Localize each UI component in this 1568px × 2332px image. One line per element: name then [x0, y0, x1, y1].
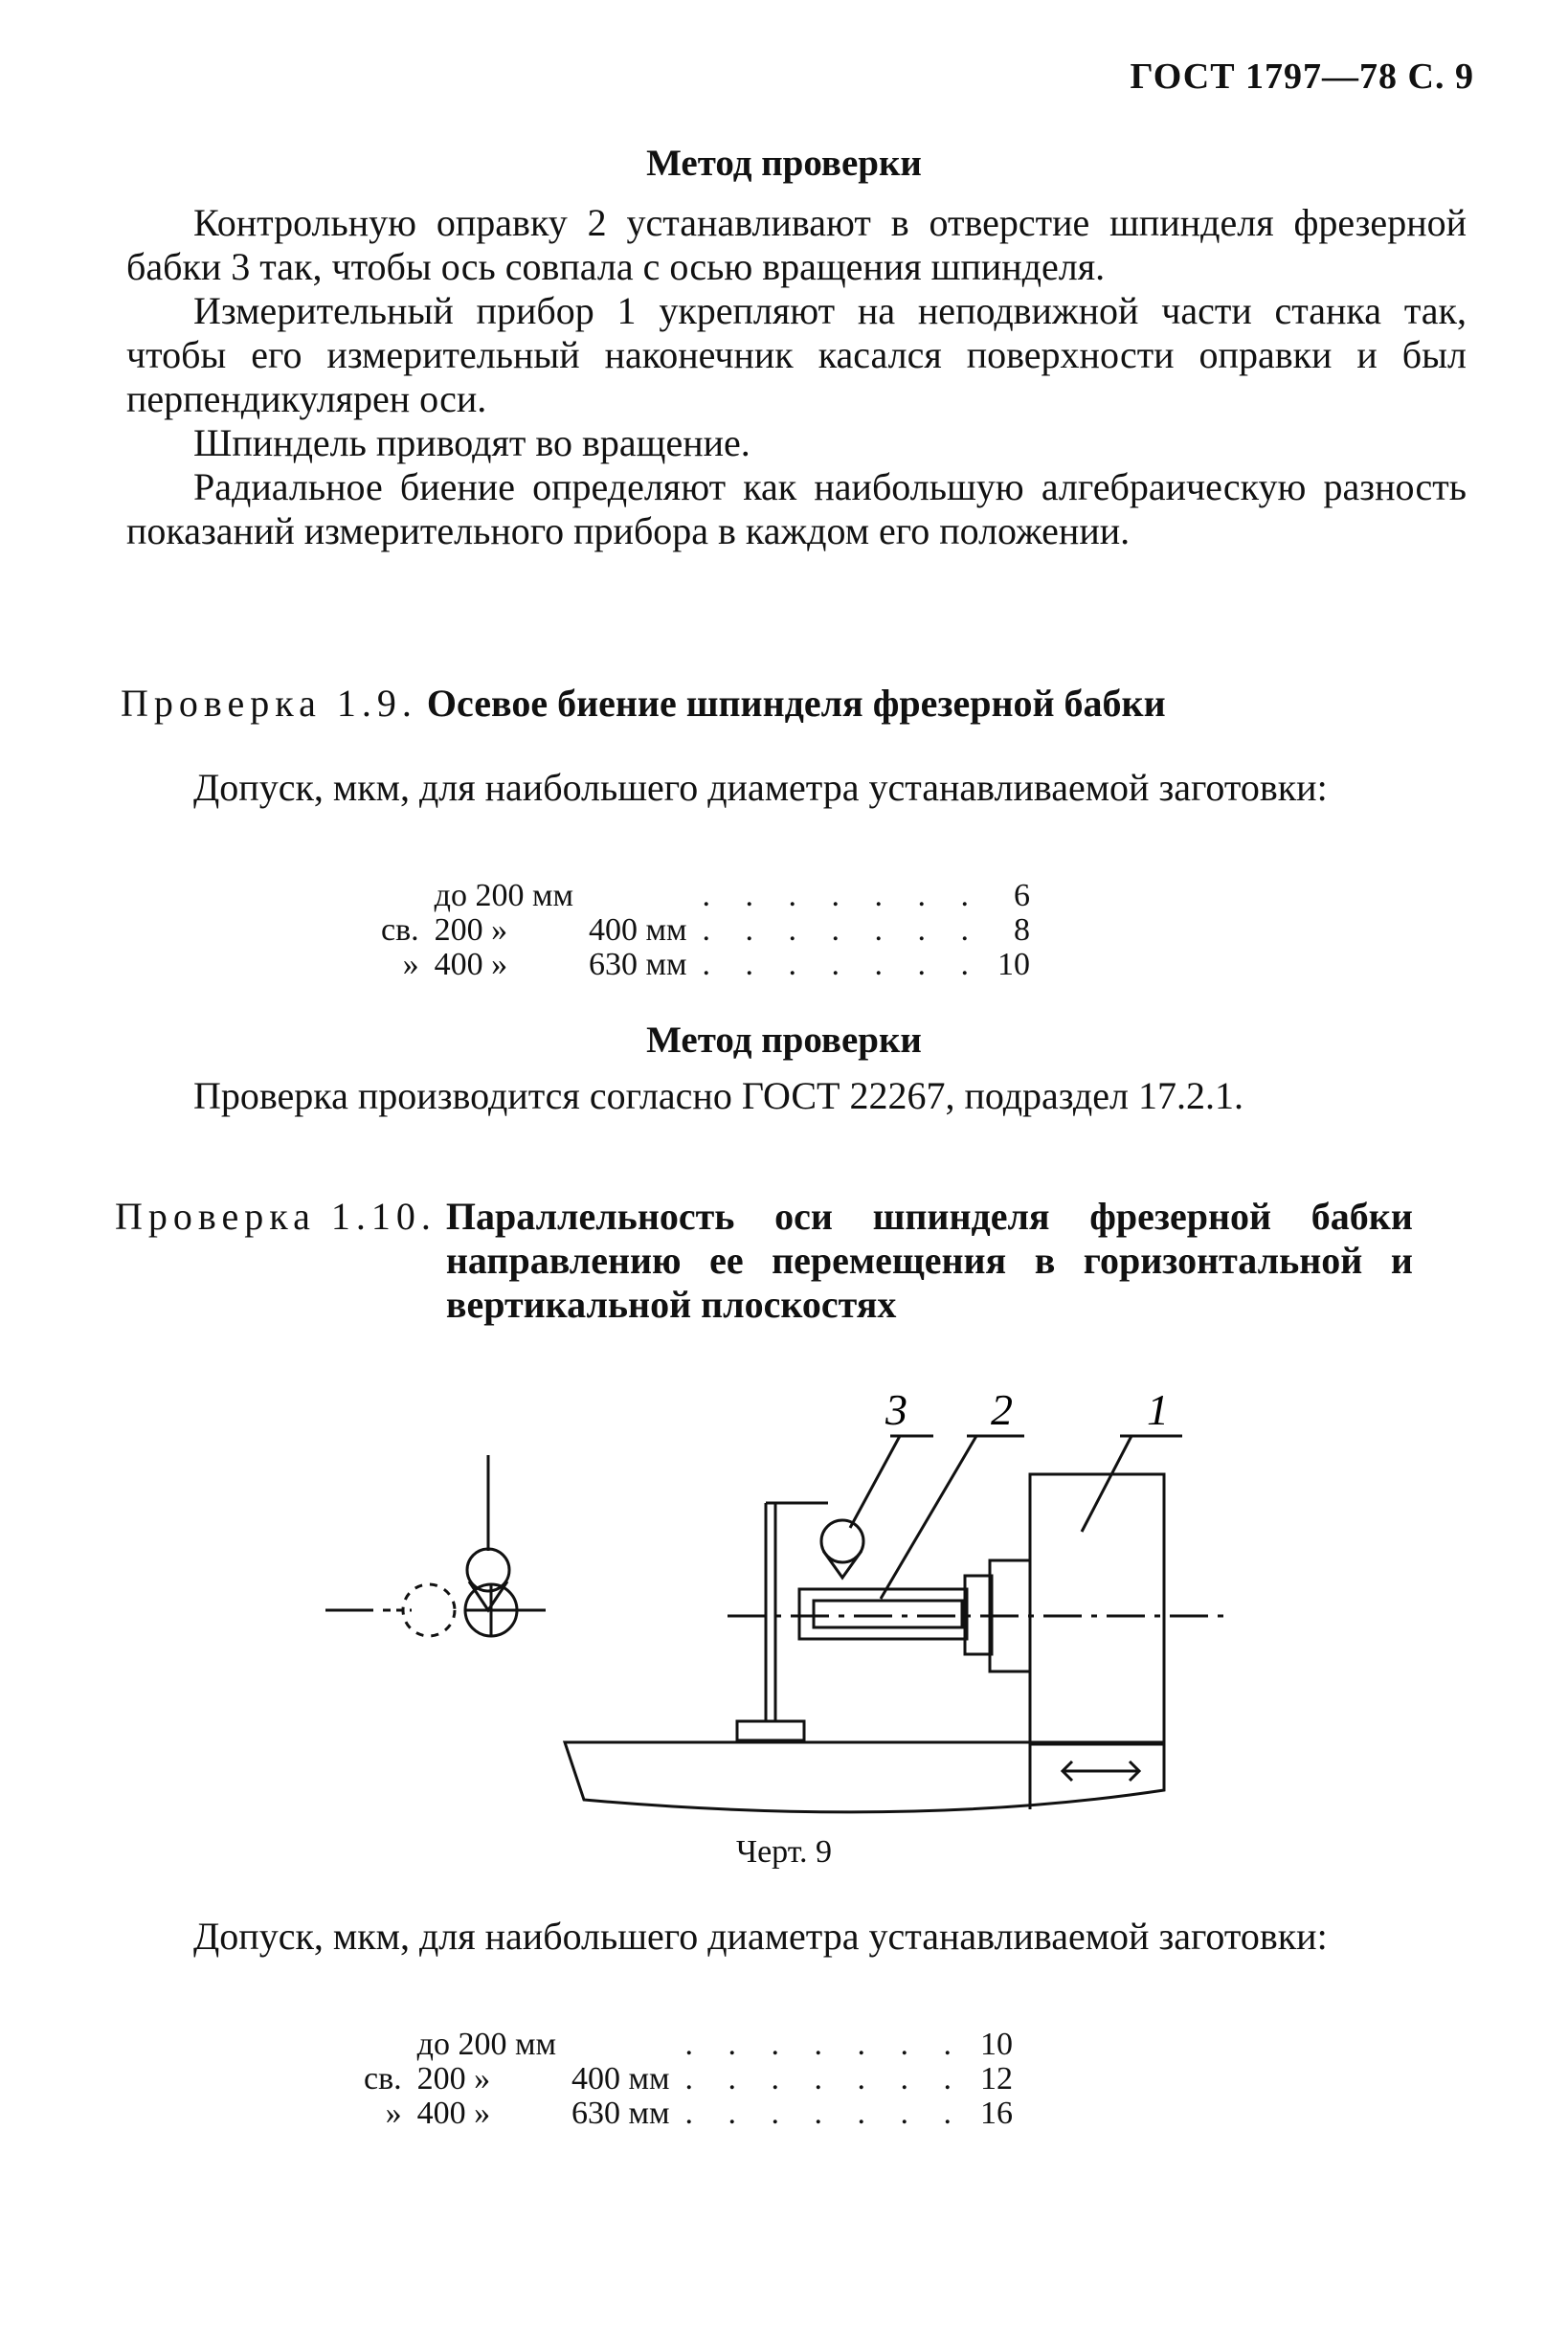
table-cell-to: 400 мм	[589, 912, 687, 948]
table-cell-prefix: св.	[381, 912, 419, 948]
method-heading: Метод проверки	[646, 1020, 922, 1061]
method-text	[126, 201, 1467, 553]
table-cell-from: до 200 мм	[434, 878, 573, 913]
paragraph: Измерительный прибор 1 укрепляют на неподвижной части станка так, чтобы его измерительный наконечник касался поверхности оправки и был перпендикулярен оси.	[126, 289, 1467, 420]
table-row	[356, 2028, 1020, 2062]
table-cell-prefix	[373, 879, 427, 913]
paragraph: Радиальное биение определяют как наибольшую алгебраическую разность показаний измерительного прибора в каждом его положении.	[126, 465, 1467, 552]
figure-9-drawing	[316, 1359, 1225, 1819]
paragraph: Шпиндель приводят во вращение.	[193, 421, 750, 464]
table-cell-value: 6	[1014, 878, 1031, 913]
table-cell-value: 16	[980, 2096, 1014, 2131]
table-cell-prefix: св.	[364, 2061, 402, 2097]
table-cell-dots: . . . . . . .	[684, 2061, 966, 2097]
table-cell-from: до 200 мм	[416, 2027, 556, 2062]
table-cell-value: 8	[1014, 912, 1031, 948]
table-cell-from: 400 »	[416, 2096, 491, 2131]
check-1-9-title	[121, 682, 1166, 726]
section-heading: Метод проверки	[646, 143, 922, 184]
page-header: ГОСТ 1797—78 С. 9	[1130, 56, 1474, 97]
paragraph: Проверка производится согласно ГОСТ 22267, подраздел 17.2.1.	[193, 1074, 1243, 1117]
table-cell-to	[581, 879, 695, 913]
check-1-10-title	[115, 1195, 1455, 1327]
paragraph: Допуск, мкм, для наибольшего диаметра устанавливаемой заготовки:	[193, 1915, 1328, 1958]
check-title: Осевое биение шпинделя фрезерной бабки	[426, 682, 1166, 725]
figure-label-2: 2	[991, 1385, 1013, 1434]
table-cell-value: 10	[997, 947, 1031, 982]
table-cell-dots: . . . . . . .	[684, 2096, 966, 2131]
table-cell-prefix	[356, 2028, 410, 2062]
table-row	[373, 948, 1038, 982]
check-title: Параллельность оси шпинделя фрезерной бабки направлению ее перемещения в горизонтальной и вертикальной плоскостях	[445, 1195, 1413, 1326]
table-cell-dots: . . . . . . .	[702, 947, 983, 982]
table-cell-prefix: »	[402, 947, 419, 982]
paragraph: Допуск, мкм, для наибольшего диаметра устанавливаемой заготовки:	[193, 766, 1328, 809]
table-cell-to: 630 мм	[571, 2096, 670, 2131]
table-row	[356, 2097, 1020, 2131]
table-cell-dots: . . . . . . .	[702, 878, 983, 913]
table-cell-to	[564, 2028, 678, 2062]
check-label: Проверка 1.10.	[115, 1195, 437, 1238]
tolerance-intro-2	[126, 1915, 1467, 1959]
table-cell-prefix: »	[385, 2096, 402, 2131]
tolerance-table-1	[373, 879, 1038, 982]
check-label: Проверка 1.9.	[121, 682, 417, 725]
table-row	[356, 2062, 1020, 2097]
table-cell-value: 10	[980, 2027, 1014, 2062]
table-cell-from: 200 »	[434, 912, 508, 948]
paragraph: Контрольную оправку 2 устанавливают в отверстие шпинделя фрезерной бабки 3 так, чтобы ось совпала с осью вращения шпинделя.	[126, 201, 1467, 288]
table-cell-from: 200 »	[416, 2061, 491, 2097]
table-cell-to: 630 мм	[589, 947, 687, 982]
table-cell-value: 12	[980, 2061, 1014, 2097]
figure-label-1: 1	[1147, 1385, 1169, 1434]
table-row	[373, 879, 1038, 913]
tolerance-table-2	[356, 2028, 1020, 2131]
figure-caption: Черт. 9	[735, 1834, 833, 1870]
method-text-1-9	[126, 1074, 1467, 1118]
tolerance-intro	[126, 766, 1467, 810]
table-row	[373, 913, 1038, 948]
table-cell-from: 400 »	[434, 947, 508, 982]
table-cell-dots: . . . . . . .	[684, 2027, 966, 2062]
figure-label-3: 3	[885, 1385, 907, 1434]
table-cell-to: 400 мм	[571, 2061, 670, 2097]
table-cell-dots: . . . . . . .	[702, 912, 983, 948]
